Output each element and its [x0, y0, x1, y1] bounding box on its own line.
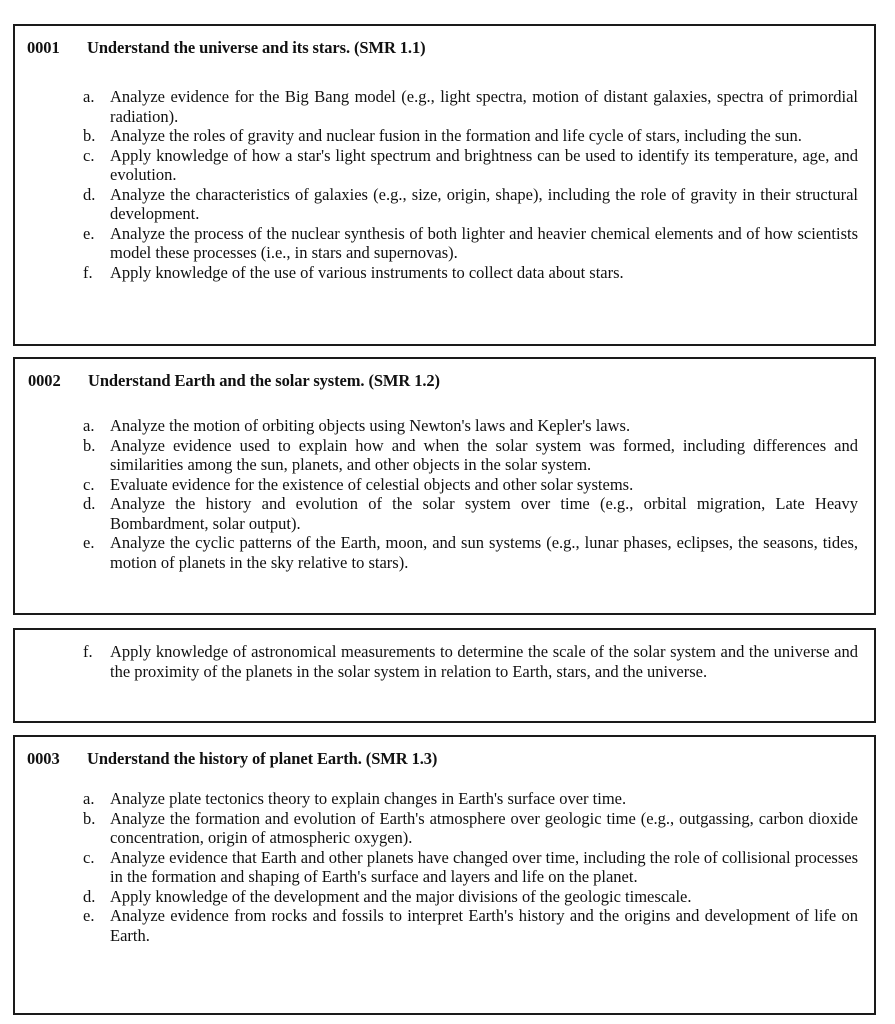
objective-letter: f.: [83, 262, 93, 282]
objective-text: Analyze the process of the nuclear synthesis of both lighter and heavier chemical elements and of how scientists model these processes (i.e., in stars and supernovas).: [110, 223, 858, 262]
objective-letter: c.: [83, 145, 95, 165]
objective-text: Apply knowledge of the development and the major divisions of the geologic timescale.: [110, 886, 692, 906]
objective-item: [83, 475, 858, 495]
objective-text: Analyze the characteristics of galaxies (e.g., size, origin, shape), including the role of gravity in their structural development.: [110, 184, 858, 223]
objective-text: Evaluate evidence for the existence of celestial objects and other solar systems.: [110, 474, 634, 494]
objective-letter: e.: [83, 906, 95, 925]
competency-box-0002: [13, 357, 876, 615]
competency-header: [28, 371, 440, 391]
competency-code: 0002: [28, 371, 61, 390]
objective-letter: e.: [83, 223, 95, 243]
objective-letter: d.: [83, 184, 96, 204]
objective-item: [83, 263, 858, 283]
objective-item: [83, 146, 858, 185]
objective-text: Analyze evidence for the Big Bang model (e.g., light spectra, motion of distant galaxies, spectra of primordial radiation).: [110, 87, 858, 126]
objective-list: [83, 416, 858, 572]
objective-text: Analyze evidence that Earth and other planets have changed over time, including the role of collisional processes in the formation and shaping of Earth's surface and layers and life on the planet.: [110, 847, 858, 886]
objective-item: [83, 848, 858, 887]
competency-header: [27, 38, 426, 58]
competency-box-0003: [13, 735, 876, 1015]
objective-text: Analyze plate tectonics theory to explain changes in Earth's surface over time.: [110, 789, 627, 808]
objective-letter: c.: [83, 847, 95, 867]
objective-item: [83, 789, 858, 809]
objective-text: Analyze evidence from rocks and fossils to interpret Earth's history and the origins and development of life on Earth.: [110, 906, 858, 945]
competency-code: 0001: [27, 38, 60, 57]
objective-list: [83, 642, 858, 681]
objective-list: [83, 789, 858, 945]
objective-item: [83, 642, 858, 681]
objective-item: [83, 224, 858, 263]
objective-letter: c.: [83, 474, 95, 494]
objective-item: [83, 887, 858, 907]
objective-letter: d.: [83, 494, 96, 513]
objective-letter: a.: [83, 416, 95, 435]
objective-text: Analyze the motion of orbiting objects using Newton's laws and Kepler's laws.: [110, 416, 631, 435]
competency-box-0002-continued: [13, 628, 876, 723]
objective-letter: b.: [83, 808, 96, 828]
objective-text: Analyze evidence used to explain how and when the solar system was formed, including differences and similarities among the sun, planets, and other objects in the solar system.: [110, 435, 858, 474]
competency-title: Understand the history of planet Earth. (SMR 1.3): [87, 749, 438, 768]
objective-letter: b.: [83, 435, 96, 455]
objective-letter: a.: [83, 87, 95, 106]
objective-item: [83, 809, 858, 848]
objective-item: [83, 436, 858, 475]
competency-title: Understand Earth and the solar system. (SMR 1.2): [88, 371, 440, 390]
objective-text: Analyze the history and evolution of the solar system over time (e.g., orbital migration, Late Heavy Bombardment, solar output).: [110, 494, 858, 533]
objective-letter: e.: [83, 533, 95, 552]
objective-item: [83, 416, 858, 436]
competency-code: 0003: [27, 749, 60, 768]
objective-item: [83, 533, 858, 572]
objective-letter: d.: [83, 886, 96, 906]
objective-text: Analyze the formation and evolution of Earth's atmosphere over geologic time (e.g., outgassing, carbon dioxide concentration, origin of atmospheric oxygen).: [110, 808, 858, 847]
objective-item: [83, 185, 858, 224]
objective-item: [83, 906, 858, 945]
objective-letter: f.: [83, 642, 93, 661]
competency-header: [27, 749, 437, 769]
objective-letter: b.: [83, 126, 96, 145]
competency-title: Understand the universe and its stars. (SMR 1.1): [87, 38, 426, 57]
objective-item: [83, 126, 858, 146]
competency-box-0001: [13, 24, 876, 346]
objective-item: [83, 87, 858, 126]
objective-text: Analyze the roles of gravity and nuclear fusion in the formation and life cycle of stars, including the sun.: [110, 126, 802, 145]
objective-letter: a.: [83, 789, 95, 808]
objective-list: [83, 87, 858, 282]
objective-item: [83, 494, 858, 533]
objective-text: Apply knowledge of how a star's light spectrum and brightness can be used to identify its temperature, age, and evolution.: [110, 145, 858, 184]
objective-text: Apply knowledge of the use of various instruments to collect data about stars.: [110, 262, 624, 282]
objective-text: Apply knowledge of astronomical measurements to determine the scale of the solar system and the universe and the proximity of the planets in the solar system in relation to Earth, stars, and the universe.: [110, 642, 858, 681]
objective-text: Analyze the cyclic patterns of the Earth, moon, and sun systems (e.g., lunar phases, eclipses, the seasons, tides, motion of planets in the sky relative to stars).: [110, 533, 858, 572]
